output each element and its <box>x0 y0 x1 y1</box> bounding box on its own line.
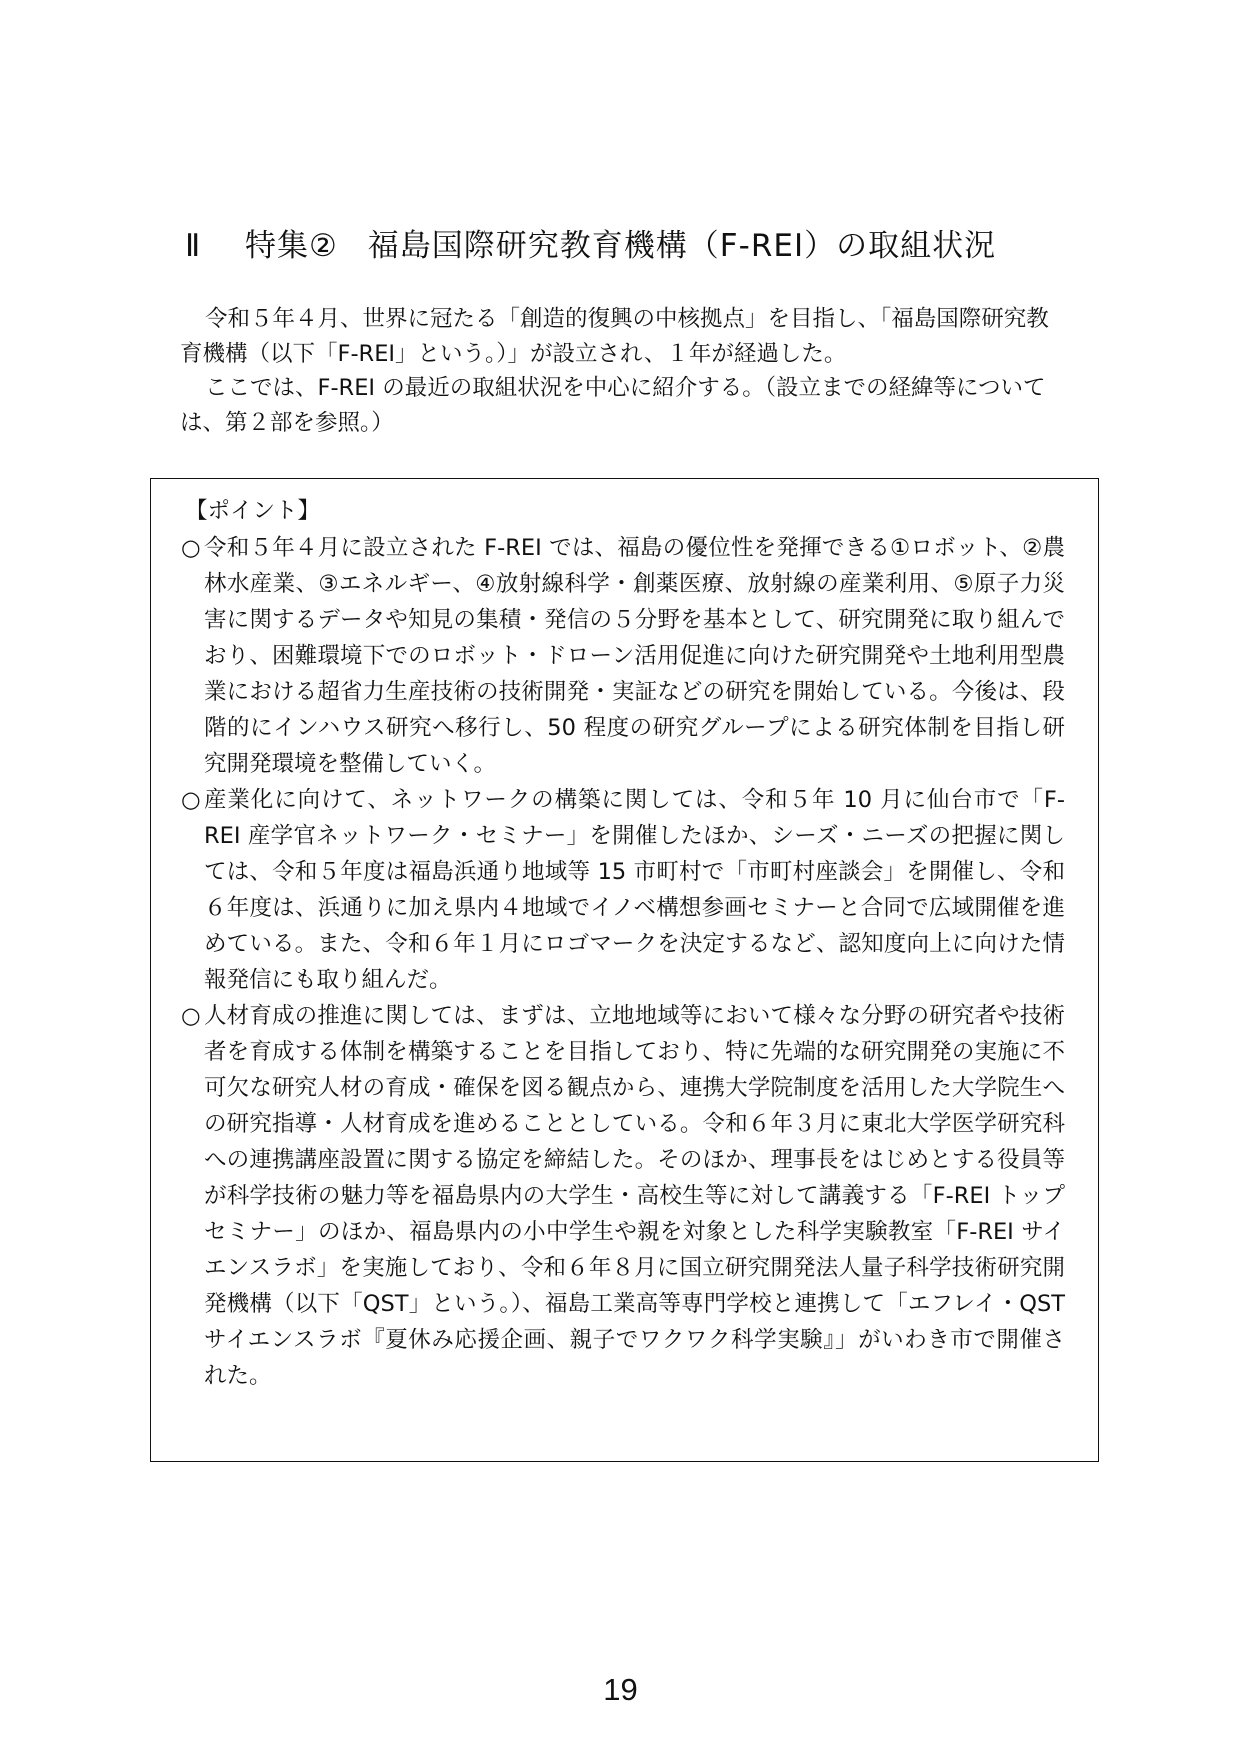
point-item <box>181 782 1065 998</box>
circle-bullet-icon: ○ <box>181 1003 201 1029</box>
section-feature-label: 特集② <box>245 228 338 264</box>
intro-paragraph: ここでは、F-REI の最近の取組状況を中心に紹介する。（設立までの経緯等については、第２部を参照。） <box>180 375 1046 436</box>
intro-paragraph: 令和５年４月、世界に冠たる「創造的復興の中核拠点」を目指し、「福島国際研究教育機構（以下「F-REI」という。）」が設立され、１年が経過した。 <box>180 306 1049 367</box>
circle-bullet-icon: ○ <box>181 535 201 561</box>
section-title <box>185 226 996 266</box>
point-heading: 【ポイント】 <box>185 498 321 524</box>
point-box <box>150 478 1099 1462</box>
point-item <box>181 530 1065 782</box>
page-number: 19 <box>603 1672 638 1707</box>
point-item <box>181 998 1065 1394</box>
point-list <box>181 530 1065 1394</box>
circle-bullet-icon: ○ <box>181 787 201 813</box>
section-number: Ⅱ <box>185 228 202 264</box>
point-item-text: 人材育成の推進に関しては、まずは、立地地域等において様々な分野の研究者や技術者を育成する体制を構築することを目指しており、特に先端的な研究開発の実施に不可欠な研究人材の育成・確保を図る観点から、連携大学院制度を活用した大学院生への研究指導・人材育成を進めることとしている。令和６年３月に東北大学医学研究科への連携講座設置に関する協定を締結した。そのほか、理事長をはじめとする役員等が科学技術の魅力等を福島県内の大学生・高校生等に対して講義する「F-REI トップセミナー」のほか、福島県内の小中学生や親を対象とした科学実験教室「F-REI サイエンスラボ」を実施しており、令和６年８月に国立研究開発法人量子科学技術研究開発機構（以下「QST」という。）、福島工業高等専門学校と連携して「エフレイ・QST サイエンスラボ『夏休み応援企画、親子でワクワク科学実験』」がいわき市で開催された。 <box>204 1003 1065 1389</box>
point-item-text: 産業化に向けて、ネットワークの構築に関しては、令和５年 10 月に仙台市で「F-REI 産学官ネットワーク・セミナー」を開催したほか、シーズ・ニーズの把握に関しては、令和５年度は福島浜通り地域等 15 市町村で「市町村座談会」を開催し、令和６年度は、浜通りに加え県内４地域でイノベ構想参画セミナーと合同で広域開催を進めている。また、令和６年１月にロゴマークを決定するなど、認知度向上に向けた情報発信にも取り組んだ。 <box>204 787 1065 993</box>
section-heading-text: 福島国際研究教育機構（F-REI）の取組状況 <box>367 228 997 264</box>
intro-text <box>180 302 1070 440</box>
point-item-text: 令和５年４月に設立された F-REI では、福島の優位性を発揮できる①ロボット、②農林水産業、③エネルギー、④放射線科学・創薬医療、放射線の産業利用、⑤原子力災害に関するデータや知見の集積・発信の５分野を基本として、研究開発に取り組んでおり、困難環境下でのロボット・ドローン活用促進に向けた研究開発や土地利用型農業における超省力生産技術の技術開発・実証などの研究を開始している。今後は、段階的にインハウス研究へ移行し、50 程度の研究グループによる研究体制を目指し研究開発環境を整備していく。 <box>204 535 1065 777</box>
